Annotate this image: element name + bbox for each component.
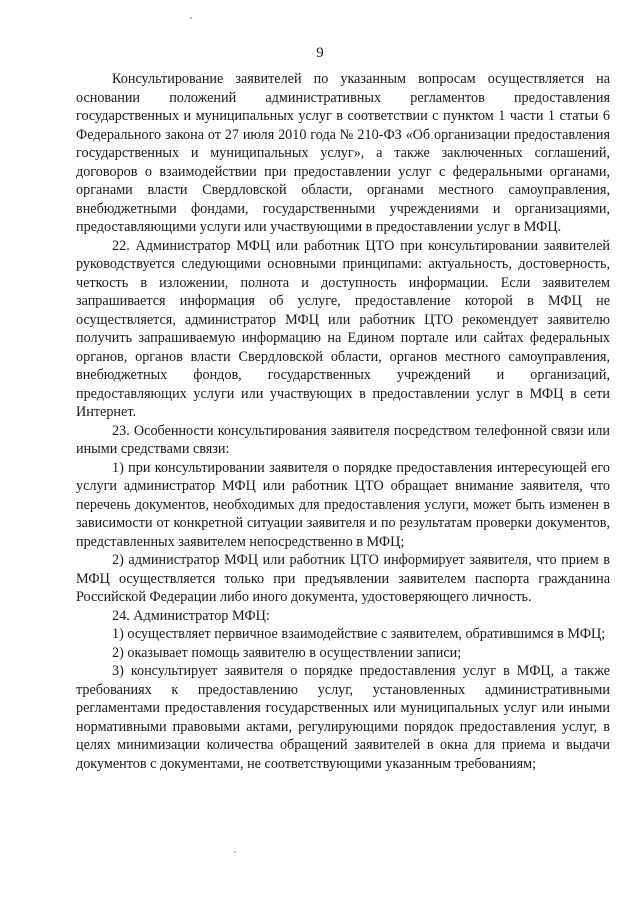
- page-number: 9: [316, 45, 324, 61]
- paragraph-item-23-2: 2) администратор МФЦ или работник ЦТО информирует заявителя, что прием в МФЦ осуществляется только при предъявлении заявителем паспорта гражданина Российской Федерации либо иного документа, удостоверяющего личность.: [76, 552, 610, 605]
- document-body: [76, 70, 610, 773]
- paragraph-item-22: 22. Администратор МФЦ или работник ЦТО при консультировании заявителей руководствуется следующими основными принципами: актуальность, достоверность, четкость в изложении, полнота и доступность информации. Если заявителем запрашивается информация об услуге, предоставление которой в МФЦ не осуществляется, администратор МФЦ или работник ЦТО рекомендует заявителю получить запрашиваемую информацию на Едином портале или сайтах федеральных органов, органов власти Свердловской области, органов местного самоуправления, внебюджетных фондов, государственных учреждений и организаций, предоставляющих услуги или участвующих в предоставлении услуг в МФЦ в сети Интернет.: [76, 237, 610, 420]
- paragraph-item-24-2: 2) оказывает помощь заявителю в осуществлении записи;: [112, 644, 462, 661]
- paragraph-item-24: 24. Администратор МФЦ:: [112, 607, 270, 624]
- paragraph-item-24-1: 1) осуществляет первичное взаимодействие с заявителем, обратившимся в МФЦ;: [112, 626, 606, 642]
- paragraph-item-24-3: 3) консультирует заявителя о порядке предоставления услуг в МФЦ, а также требованиях к предоставлению услуг, установленных административными регламентами предоставления государственных или муниципальных услуг или иными нормативными правовыми актами, регулирующими порядок предоставления услуг, в целях минимизации количества обращений заявителей в окна для приема и выдачи документов с документами, не соответствующими указанным требованиям;: [76, 663, 610, 772]
- paragraph-consultation-basis: Консультирование заявителей по указанным вопросам осуществляется на основании положений административных регламентов предоставления государственных и муниципальных услуг в соответствии с пунктом 1 части 1 статьи 6 Федерального закона от 27 июля 2010 года № 210-ФЗ «Об организации предоставления государственных и муниципальных услуг», а также заключенных соглашений, договоров о взаимодействии при предоставлении услуг с федеральными органами, органами власти Свердловской области, органами местного самоуправления, внебюджетными фондами, государственными учреждениями и организациями, предоставляющими услуги или участвующими в предоставлении услуг в МФЦ.: [76, 71, 610, 235]
- paragraph-item-23-1: 1) при консультировании заявителя о порядке предоставления интересующей его услуги администратор МФЦ или работник ЦТО обращает внимание заявителя, что перечень документов, необходимых для предоставления услуги, может быть изменен в зависимости от конкретной ситуации заявителя и по результатам проверки документов, представленных заявителем непосредственно в МФЦ;: [76, 459, 610, 550]
- paragraph-item-23: 23. Особенности консультирования заявителя посредством телефонной связи или иными средствами связи:: [76, 422, 610, 457]
- scan-speck: [190, 17, 192, 19]
- scan-speck: [234, 851, 236, 853]
